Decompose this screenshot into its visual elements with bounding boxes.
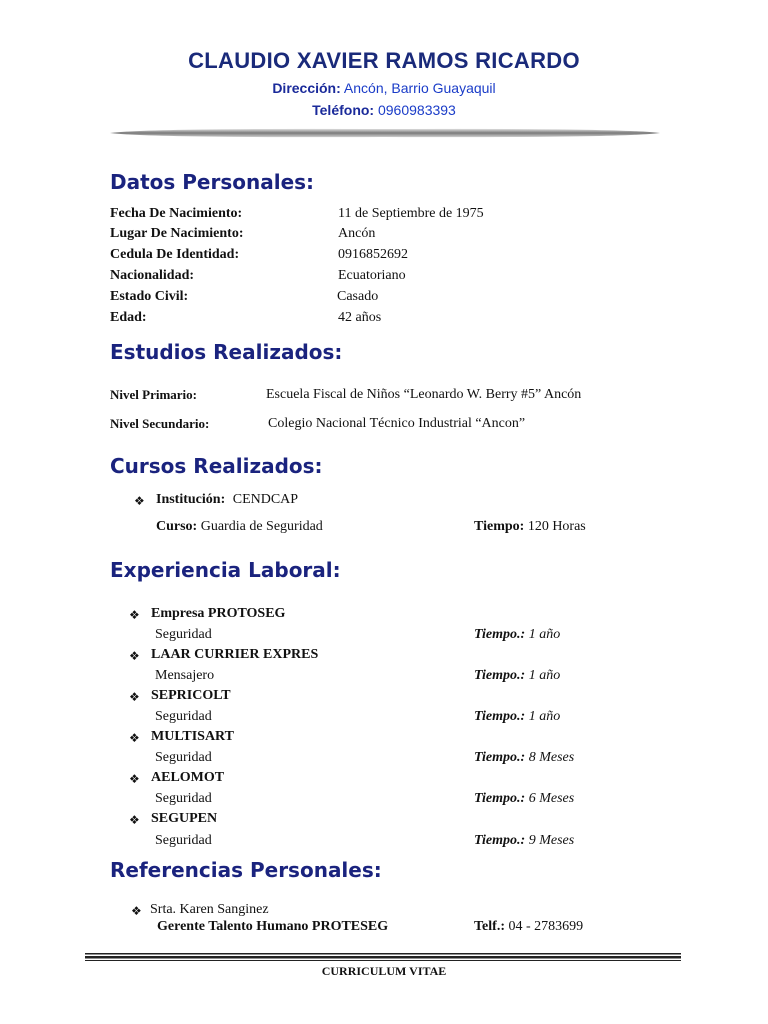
experience-company: Empresa PROTOSEG	[151, 606, 286, 621]
diamond-bullet-icon: ❖	[129, 731, 140, 745]
personal-row	[110, 247, 239, 263]
diamond-bullet-icon: ❖	[129, 690, 140, 704]
phone-line	[0, 102, 768, 118]
experience-time-label: Tiempo.:	[474, 709, 526, 724]
study-label	[110, 387, 197, 404]
experience-time	[474, 791, 574, 807]
diamond-bullet-icon: ❖	[129, 608, 140, 622]
section-title-personal: Datos Personales:	[110, 170, 315, 194]
address-label: Dirección:	[272, 80, 341, 96]
study-value: Colegio Nacional Técnico Industrial “Ancon”	[268, 416, 526, 431]
section-title-studies: Estudios Realizados:	[110, 340, 343, 364]
course-time-value: 120 Horas	[527, 519, 586, 534]
course-label: Curso:	[156, 519, 198, 534]
experience-time-value: 1 año	[528, 668, 561, 683]
experience-time-label: Tiempo.:	[474, 627, 526, 642]
candidate-name: CLAUDIO XAVIER RAMOS RICARDO	[188, 48, 580, 73]
personal-value: Ecuatoriano	[338, 268, 406, 283]
reference-phone-label: Telf.:	[474, 919, 505, 934]
experience-role: Seguridad	[155, 750, 212, 765]
phone-value: 0960983393	[377, 102, 456, 118]
footer-divider	[85, 953, 681, 961]
experience-time	[474, 750, 574, 766]
experience-time	[474, 833, 574, 849]
experience-time-value: 8 Meses	[528, 750, 575, 765]
experience-role: Seguridad	[155, 833, 212, 848]
study-label-text: Nivel Secundario:	[110, 416, 210, 431]
experience-role: Seguridad	[155, 791, 212, 806]
experience-time-label: Tiempo.:	[474, 833, 526, 848]
section-title-references: Referencias Personales:	[110, 858, 382, 882]
personal-value: Casado	[337, 289, 379, 304]
experience-time-value: 1 año	[528, 709, 561, 724]
experience-time-value: 6 Meses	[528, 791, 575, 806]
reference-person: Srta. Karen Sanginez	[150, 902, 269, 917]
experience-role: Mensajero	[155, 668, 215, 683]
experience-time-value: 1 año	[528, 627, 561, 642]
personal-row	[110, 268, 194, 284]
personal-label: Fecha De Nacimiento:	[110, 206, 243, 221]
personal-row	[110, 226, 244, 242]
address-line	[0, 80, 768, 96]
course-value: Guardia de Seguridad	[200, 519, 323, 534]
experience-role: Seguridad	[155, 709, 212, 724]
personal-value: 11 de Septiembre de 1975	[338, 206, 484, 221]
personal-value: Ancón	[338, 226, 376, 241]
personal-value: 0916852692	[338, 247, 408, 262]
experience-time	[474, 668, 560, 684]
reference-position: Gerente Talento Humano PROTESEG	[157, 919, 389, 934]
experience-company: AELOMOT	[151, 770, 225, 785]
study-value: Escuela Fiscal de Niños “Leonardo W. Berry #5” Ancón	[266, 387, 582, 402]
personal-label: Nacionalidad:	[110, 268, 195, 283]
course-time	[474, 519, 586, 535]
experience-time	[474, 627, 560, 643]
header-divider	[110, 126, 660, 140]
personal-label: Cedula De Identidad:	[110, 247, 240, 262]
diamond-bullet-icon: ❖	[134, 494, 145, 508]
reference-phone	[474, 919, 583, 935]
footer-title: CURRICULUM VITAE	[321, 964, 447, 978]
study-label	[110, 416, 209, 433]
diamond-bullet-icon: ❖	[129, 649, 140, 663]
experience-company: SEPRICOLT	[151, 688, 231, 703]
course-time-label: Tiempo:	[474, 519, 525, 534]
experience-role: Seguridad	[155, 627, 212, 642]
institution-label: Institución:	[156, 492, 226, 507]
section-title-courses: Cursos Realizados:	[110, 454, 323, 478]
institution-value: CENDCAP	[232, 492, 299, 507]
reference-phone-value: 04 - 2783699	[508, 919, 584, 934]
personal-label: Estado Civil:	[110, 289, 189, 304]
address-value: Ancón, Barrio Guayaquil	[343, 80, 496, 96]
experience-company: LAAR CURRIER EXPRES	[151, 647, 319, 662]
course-name	[156, 519, 323, 535]
experience-time	[474, 709, 560, 725]
personal-label: Lugar De Nacimiento:	[110, 226, 244, 241]
section-title-experience: Experiencia Laboral:	[110, 558, 341, 582]
personal-row	[110, 289, 188, 305]
study-label-text: Nivel Primario:	[110, 387, 197, 402]
personal-row	[110, 310, 147, 326]
personal-value: 42 años	[338, 310, 382, 325]
personal-label: Edad:	[110, 310, 147, 325]
experience-company: SEGUPEN	[151, 811, 218, 826]
experience-time-label: Tiempo.:	[474, 791, 526, 806]
phone-label: Teléfono:	[312, 102, 375, 118]
experience-time-label: Tiempo.:	[474, 750, 526, 765]
experience-time-label: Tiempo.:	[474, 668, 526, 683]
diamond-bullet-icon: ❖	[129, 772, 140, 786]
experience-time-value: 9 Meses	[528, 833, 575, 848]
experience-company: MULTISART	[151, 729, 235, 744]
course-institution	[156, 492, 298, 508]
diamond-bullet-icon: ❖	[129, 813, 140, 827]
personal-row	[110, 206, 242, 222]
diamond-bullet-icon: ❖	[131, 904, 142, 918]
